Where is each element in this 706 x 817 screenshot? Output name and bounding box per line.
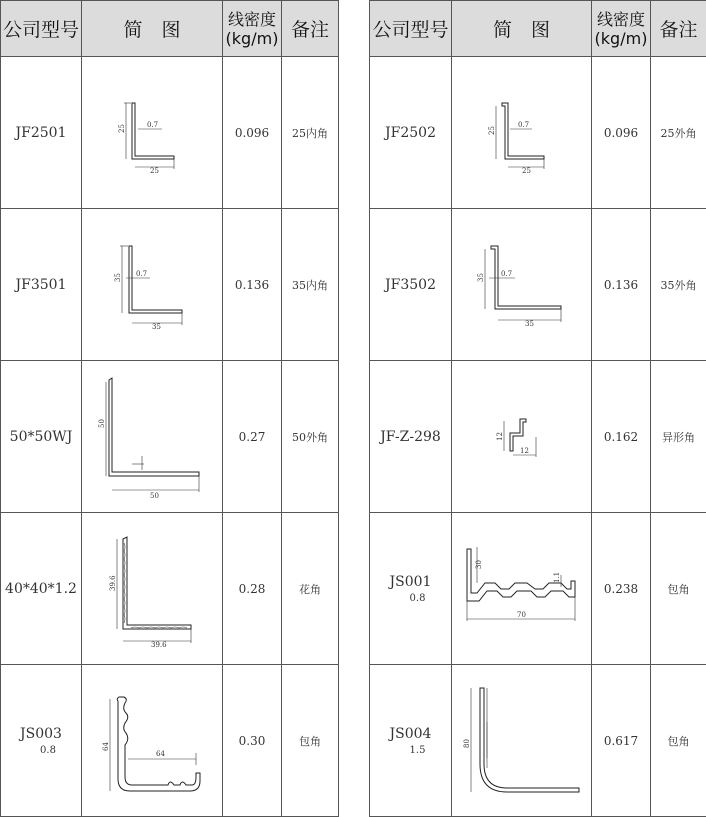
profile-sketch-40x40	[82, 513, 223, 665]
header-note: 备注	[651, 1, 706, 57]
header-sketch: 简 图	[82, 1, 223, 57]
profile-sketch-jf3501	[82, 209, 223, 361]
model-cell: 50*50WJ	[1, 361, 82, 513]
profile-drawing	[467, 240, 577, 330]
note-cell: 25外角	[651, 57, 706, 209]
header-row	[1, 1, 339, 57]
table-row	[1, 361, 339, 513]
header-row	[370, 1, 706, 57]
header-note: 备注	[282, 1, 339, 57]
note-cell: 异形角	[651, 361, 706, 513]
svg-text:25: 25	[118, 124, 126, 133]
profile-sketch-jf3502	[452, 209, 592, 361]
svg-text:35: 35	[114, 273, 122, 282]
svg-text:25: 25	[150, 167, 159, 173]
model-cell: JS003 0.8	[1, 665, 82, 817]
model-cell: JF3501	[1, 209, 82, 361]
svg-text:35: 35	[525, 320, 534, 328]
model-cell: 40*40*1.2	[1, 513, 82, 665]
svg-text:25: 25	[522, 167, 531, 173]
table-row	[1, 665, 339, 817]
model-cell: JS001 0.8	[370, 513, 452, 665]
profile-sketch-jf2501	[82, 57, 223, 209]
density-cell: 0.28	[223, 513, 282, 665]
profile-drawing	[92, 681, 212, 801]
note-cell: 包角	[651, 513, 706, 665]
table-row	[1, 513, 339, 665]
note-cell: 50外角	[282, 361, 339, 513]
right-spec-table	[369, 0, 706, 817]
profile-drawing	[102, 93, 202, 173]
density-cell: 0.096	[592, 57, 651, 209]
svg-text:50: 50	[98, 419, 106, 428]
svg-text:25: 25	[488, 126, 496, 135]
header-density: 线密度 (kg/m)	[592, 1, 651, 57]
profile-sketch-50x50wj	[82, 361, 223, 513]
svg-text:39.6: 39.6	[151, 641, 167, 649]
svg-text:0.7: 0.7	[136, 270, 147, 278]
svg-text:0.7: 0.7	[147, 121, 158, 129]
left-spec-table	[0, 0, 339, 817]
table-row	[370, 57, 706, 209]
note-cell: 花角	[282, 513, 339, 665]
model-cell: JS004 1.5	[370, 665, 452, 817]
svg-text:30: 30	[475, 560, 483, 569]
note-cell: 包角	[651, 665, 706, 817]
density-cell: 0.096	[223, 57, 282, 209]
svg-text:12: 12	[496, 432, 504, 441]
density-cell: 0.617	[592, 665, 651, 817]
model-cell: JF2502	[370, 57, 452, 209]
svg-text:70: 70	[517, 611, 526, 619]
profile-drawing	[472, 93, 572, 173]
svg-text:1.1: 1.1	[553, 571, 561, 582]
svg-text:0.7: 0.7	[501, 270, 512, 278]
note-cell: 35内角	[282, 209, 339, 361]
header-sketch: 简 图	[452, 1, 592, 57]
density-cell: 0.238	[592, 513, 651, 665]
note-cell: 35外角	[651, 209, 706, 361]
profile-sketch-jf-z-298	[452, 361, 592, 513]
density-cell: 0.162	[592, 361, 651, 513]
profile-sketch-js003	[82, 665, 223, 817]
svg-text:50: 50	[150, 492, 159, 500]
svg-text:0.7: 0.7	[518, 121, 529, 129]
header-model: 公司型号	[370, 1, 452, 57]
svg-text:12: 12	[520, 447, 529, 455]
table-row	[1, 209, 339, 361]
table-row	[370, 513, 706, 665]
profile-drawing	[457, 539, 587, 639]
svg-text:64: 64	[156, 750, 165, 758]
profile-drawing	[92, 372, 212, 502]
svg-text:39.6: 39.6	[109, 574, 117, 590]
svg-text:64: 64	[102, 741, 110, 750]
note-cell: 包角	[282, 665, 339, 817]
profile-drawing	[482, 407, 562, 467]
table-row	[370, 361, 706, 513]
svg-text:35: 35	[152, 323, 161, 330]
profile-drawing	[102, 240, 202, 330]
table-row	[370, 665, 706, 817]
svg-text:35: 35	[477, 273, 485, 282]
header-density: 线密度 (kg/m)	[223, 1, 282, 57]
density-cell: 0.136	[592, 209, 651, 361]
density-cell: 0.27	[223, 361, 282, 513]
profile-sketch-js001	[452, 513, 592, 665]
table-row	[370, 209, 706, 361]
profile-drawing	[97, 529, 207, 649]
profile-sketch-js004	[452, 665, 592, 817]
profile-sketch-jf2502	[452, 57, 592, 209]
density-cell: 0.136	[223, 209, 282, 361]
model-cell: JF2501	[1, 57, 82, 209]
density-cell: 0.30	[223, 665, 282, 817]
header-model: 公司型号	[1, 1, 82, 57]
note-cell: 25内角	[282, 57, 339, 209]
table-row	[1, 57, 339, 209]
model-cell: JF3502	[370, 209, 452, 361]
model-cell: JF-Z-298	[370, 361, 452, 513]
profile-drawing	[457, 678, 587, 803]
svg-text:80: 80	[463, 739, 471, 748]
